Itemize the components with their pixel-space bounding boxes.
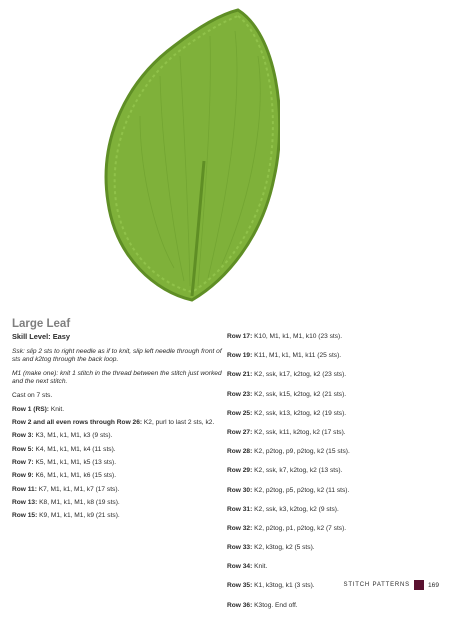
instructions-left-column xyxy=(12,333,222,525)
pattern-row xyxy=(227,602,442,611)
abbreviation-ssk: Ssk: slip 2 sts to right needle as if to knit, slip left needle through front of sts and k2tog through the back loop. xyxy=(12,347,222,364)
pattern-row xyxy=(12,472,222,481)
row-label: Row 33: xyxy=(227,544,253,552)
pattern-row xyxy=(12,432,222,441)
row-label: Row 32: xyxy=(227,524,253,532)
row-label: Row 29: xyxy=(227,467,253,475)
row-instruction: K4, M1, k1, M1, k4 (11 sts). xyxy=(35,445,116,453)
leaf-shape xyxy=(106,10,280,300)
row-instruction: K1, k3tog, k1 (3 sts). xyxy=(254,582,315,590)
pattern-row xyxy=(227,410,442,419)
pattern-row xyxy=(12,486,222,495)
row-label: Row 35: xyxy=(227,582,253,590)
row-instruction: K3, M1, k1, M1, k3 (9 sts). xyxy=(35,432,113,440)
pattern-row xyxy=(227,448,442,457)
row-label: Row 17: xyxy=(227,333,253,340)
row-instruction: K2, purl to last 2 sts, k2. xyxy=(143,419,215,427)
row-label: Row 31: xyxy=(227,505,253,513)
row-instruction: K2, ssk, k17, k2tog, k2 (23 sts). xyxy=(254,371,347,379)
row-instruction: K7, M1, k1, M1, k7 (17 sts). xyxy=(38,485,120,493)
row-instruction: K2, ssk, k11, k2tog, k2 (17 sts). xyxy=(254,428,346,436)
row-instruction: K3tog. End off. xyxy=(254,601,298,609)
knitted-leaf-photo xyxy=(100,6,280,306)
page-footer xyxy=(344,580,439,590)
pattern-row xyxy=(227,429,442,438)
pattern-row xyxy=(227,544,442,553)
pattern-row xyxy=(227,467,442,476)
page-number: 169 xyxy=(427,581,439,589)
row-instruction: K8, M1, k1, M1, k8 (19 sts). xyxy=(39,498,120,506)
row-label: Row 36: xyxy=(227,601,253,609)
row-instruction: K5, M1, k1, M1, k5 (13 sts). xyxy=(35,458,117,466)
skill-level xyxy=(12,333,222,342)
cast-on: Cast on 7 sts. xyxy=(12,392,53,400)
row-label: Row 13: xyxy=(12,498,38,506)
instructions-right-column xyxy=(227,333,442,621)
row-instruction: K2, ssk, k15, k2tog, k2 (21 sts). xyxy=(254,390,347,398)
row-label: Row 34: xyxy=(227,563,253,571)
row-instruction: K2, ssk, k7, k2tog, k2 (13 sts). xyxy=(254,467,343,475)
pattern-row xyxy=(12,512,222,521)
row-label: Row 3: xyxy=(12,432,34,440)
pattern-row xyxy=(227,333,442,342)
row-instruction: Knit. xyxy=(254,563,268,571)
pattern-row xyxy=(227,563,442,572)
row-instruction: K11, M1, k1, M1, k11 (25 sts). xyxy=(254,352,342,360)
row-label: Row 9: xyxy=(12,472,34,480)
row-instruction: K2, ssk, k3, k2tog, k2 (9 sts). xyxy=(254,505,339,513)
pattern-row xyxy=(227,525,442,534)
row-label: Row 30: xyxy=(227,486,253,494)
row-label: Row 27: xyxy=(227,428,253,436)
pattern-row xyxy=(227,371,442,380)
pattern-row xyxy=(12,499,222,508)
row-instruction: K6, M1, k1, M1, k6 (15 sts). xyxy=(35,472,117,480)
row-instruction: K2, p2tog, p9, p2tog, k2 (15 sts). xyxy=(254,448,350,456)
row-label: Row 25: xyxy=(227,409,253,417)
row-instruction: K2, p2tog, p1, p2tog, k2 (7 sts). xyxy=(254,524,347,532)
row-instruction: Knit. xyxy=(50,405,65,413)
row-label: Row 11: xyxy=(12,485,37,493)
footer-color-block xyxy=(414,580,424,590)
row-label: Row 23: xyxy=(227,390,253,398)
row-label: Row 7: xyxy=(12,458,34,466)
row-instruction: K10, M1, k1, M1, k10 (23 sts). xyxy=(254,333,343,340)
page-title: Large Leaf xyxy=(12,318,71,330)
row-instruction: K2, k3tog, k2 (5 sts). xyxy=(254,544,315,552)
row-label: Row 15: xyxy=(12,512,38,520)
row-instruction: K2, ssk, k13, k2tog, k2 (19 sts). xyxy=(254,409,347,417)
skill-level-label: Skill Level: xyxy=(12,332,51,341)
row-label: Row 5: xyxy=(12,445,34,453)
pattern-row xyxy=(12,419,222,428)
row-instruction: K2, p2tog, p5, p2tog, k2 (11 sts). xyxy=(254,486,350,494)
pattern-row xyxy=(227,487,442,496)
pattern-row xyxy=(12,446,222,455)
footer-section-name: STITCH PATTERNS xyxy=(343,582,410,588)
pattern-row xyxy=(227,506,442,515)
row-label: Row 19: xyxy=(227,352,253,360)
skill-level-value: Easy xyxy=(52,332,70,341)
row-label: Row 28: xyxy=(227,448,253,456)
pattern-row xyxy=(12,459,222,468)
row-label: Row 2 and all even rows through Row 26: xyxy=(12,419,143,427)
row-instruction: K9, M1, k1, M1, k9 (21 sts). xyxy=(39,512,120,520)
row-label: Row 21: xyxy=(227,371,253,379)
pattern-row xyxy=(227,391,442,400)
pattern-row xyxy=(12,406,222,415)
pattern-row xyxy=(227,352,442,361)
row-label: Row 1 (RS): xyxy=(12,405,49,413)
abbreviation-m1: M1 (make one): knit 1 stitch in the thread between the stitch just worked and the next stitch. xyxy=(12,369,222,386)
